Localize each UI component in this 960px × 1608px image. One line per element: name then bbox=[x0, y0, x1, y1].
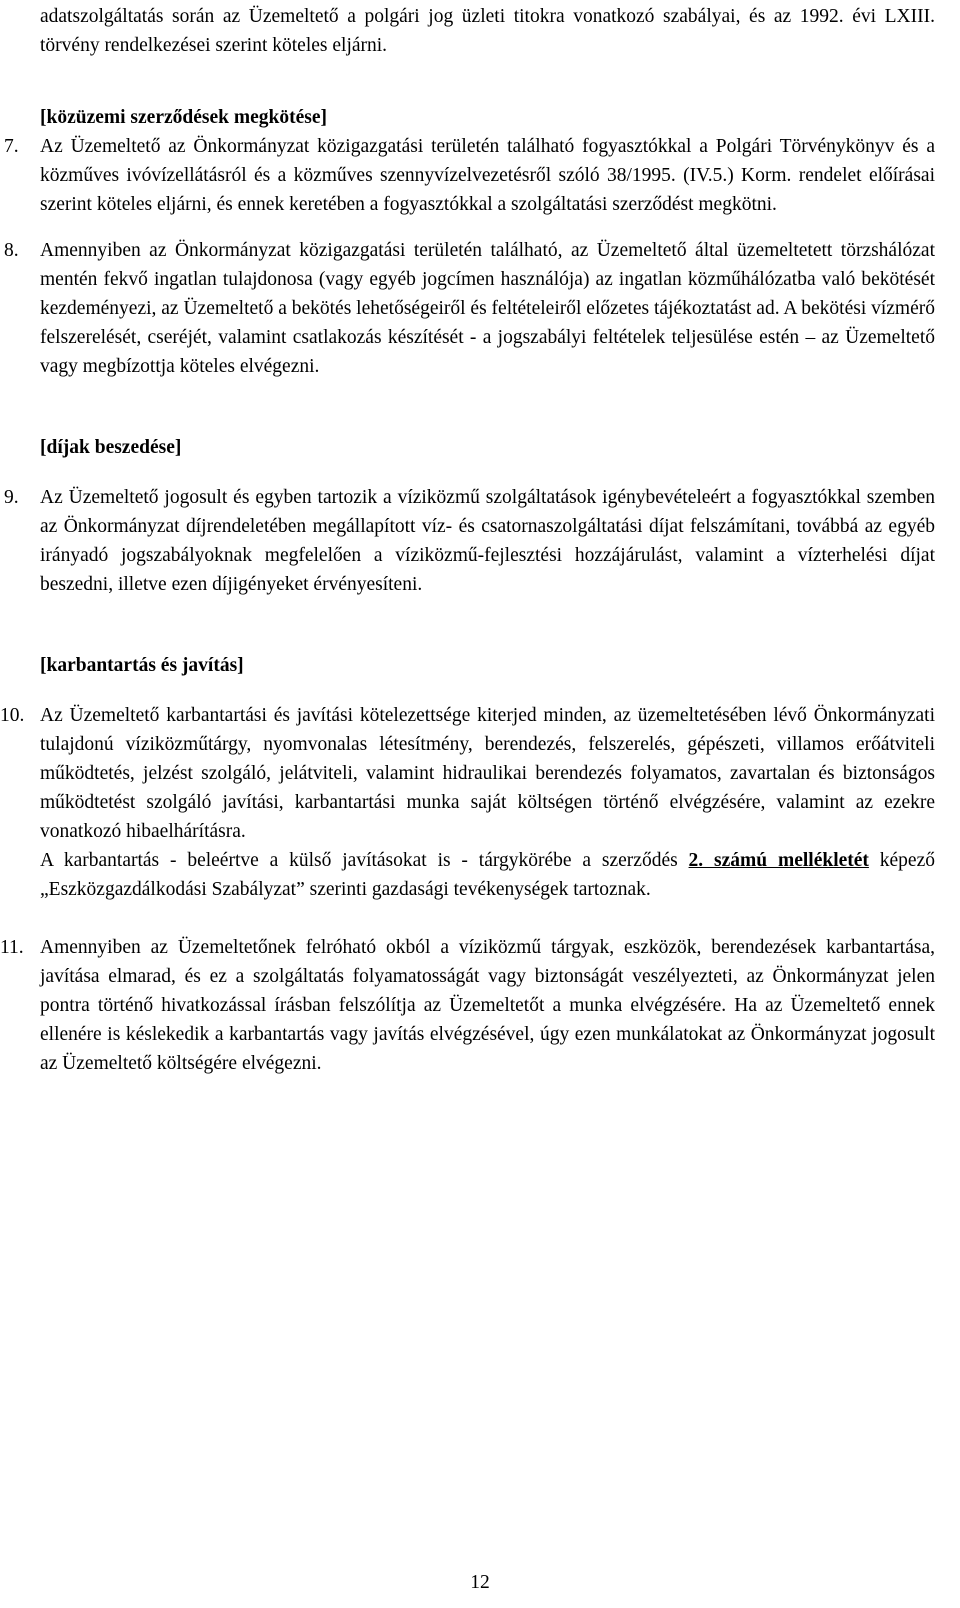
paragraph-10 bbox=[0, 701, 935, 904]
paragraph-text: Amennyiben az Önkormányzat közigazgatási területén található, az Üzemeltető által üzemeltetett törzshálózat mentén fekvő ingatlan tulajdonosa (vagy egyéb jogcímen használója) az ingatlan közműhálózatba való bekötését kezdeményezi, az Üzemeltető a bekötés lehetőségeiről és feltételeiről előzetes tájékoztatást ad. A bekötési vízmérő felszerelését, cseréjét, valamint csatlakozás készítését - a jogszabályi feltételek teljesülése estén – az Üzemeltető vagy megbízottja köteles elvégezni. bbox=[40, 240, 935, 377]
paragraph-number: 10. bbox=[0, 705, 25, 726]
paragraph-text-continuation bbox=[40, 846, 935, 904]
section-heading-karbantartas: [karbantartás és javítás] bbox=[40, 655, 244, 676]
continuation-before: A karbantartás - beleértve a külső javításokat is - tárgykörébe a szerződés bbox=[40, 850, 689, 871]
section-heading-kozuzemi: [közüzemi szerződések megkötése] bbox=[40, 107, 327, 128]
paragraph-text: Az Üzemeltető jogosult és egyben tartozik a víziközmű szolgáltatások igénybevételeért a fogyasztókkal szemben az Önkormányzat díjrendeletében megállapított víz- és csatornaszolgáltatási díjat felszámítani, továbbá az egyéb irányadó jogszabályoknak megfelelően a víziközmű-fejlesztési hozzájárulást, valamint a vízterhelési díjat beszedni, illetve ezen díjigényeket érvényesíteni. bbox=[40, 487, 935, 595]
paragraph-number: 7. bbox=[4, 136, 19, 157]
section-heading-dijak: [díjak beszedése] bbox=[40, 437, 182, 458]
paragraph-text: Amennyiben az Üzemeltetőnek felróható okból a víziközmű tárgyak, eszközök, berendezések karbantartása, javítása elmarad, és ez a szolgáltatás folyamatosságát vagy biztonságát veszélyezteti, az Önkormányzat jelen pontra történő hivatkozással írásban felszólítja az Üzemeltetőt a munka elvégzésére. Ha az Üzemeltető ennek ellenére is késlekedik a karbantartás vagy javítás elvégzésével, úgy ezen munkálatokat az Önkormányzat jogosult az Üzemeltető költségére elvégezni. bbox=[40, 937, 935, 1074]
document-page bbox=[0, 2, 935, 1078]
paragraph-8 bbox=[4, 236, 935, 381]
paragraph-number: 8. bbox=[4, 240, 19, 261]
paragraph-7 bbox=[4, 132, 935, 219]
page-number: 12 bbox=[470, 1572, 490, 1593]
intro-paragraph: adatszolgáltatás során az Üzemeltető a polgári jog üzleti titokra vonatkozó szabályai, és az 1992. évi LXIII. törvény rendelkezései szerint köteles eljárni. bbox=[40, 6, 935, 56]
paragraph-11 bbox=[0, 933, 935, 1078]
paragraph-number: 9. bbox=[4, 487, 19, 508]
continuation-after: képező „Eszközgazdálkodási Szabályzat” szerinti gazdasági tevékenységek tartoznak. bbox=[40, 850, 935, 900]
paragraph-text: Az Üzemeltető az Önkormányzat közigazgatási területén található fogyasztókkal a Polgári Törvénykönyv és a közműves ivóvízellátásról és a közműves szennyvízelvezetésről szóló 38/1995. (IV.5.) Korm. rendelet előírásai szerint köteles eljárni, és ennek keretében a fogyasztókkal a szolgáltatási szerződést megkötni. bbox=[40, 136, 935, 215]
paragraph-9 bbox=[4, 483, 935, 599]
paragraph-number: 11. bbox=[0, 937, 24, 958]
paragraph-text: Az Üzemeltető karbantartási és javítási kötelezettsége kiterjed minden, az üzemeltetésében lévő Önkormányzati tulajdonú víziközműtárgy, nyomvonalas létesítmény, berendezés, felszerelés, gépészeti, villamos erőátviteli működtetés, jelzést szolgáló, jelátviteli, valamint hidraulikai berendezés folyamatos, zavartalan és biztonságos működtetést szolgáló javítási, karbantartási munka saját költségen történő elvégzésére, valamint az ezekre vonatkozó hibaelhárításra. bbox=[40, 705, 935, 842]
annex-reference: 2. számú mellékletét bbox=[688, 850, 869, 871]
